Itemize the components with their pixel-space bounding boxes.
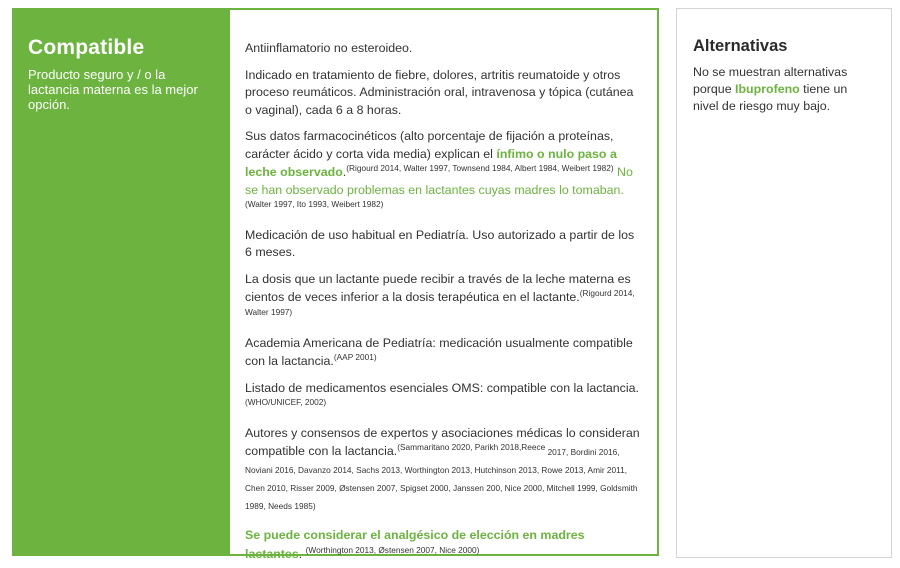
pk-observation-references: (Walter 1997, Ito 1993, Weibert 1982) — [245, 199, 384, 210]
paragraph-aap — [245, 335, 643, 371]
pk-references: (Rigourd 2014, Walter 1997, Townsend 1984, Albert 1984, Weibert 1982) — [346, 163, 614, 173]
pk-highlight: ínfimo o nulo paso a leche observado — [245, 146, 617, 180]
alternatives-text — [693, 64, 876, 115]
aap-reference: (AAP 2001) — [333, 352, 377, 362]
conclusion-highlight: Se puede considerar el analgésico de elección en madres lactantes — [245, 528, 585, 561]
consensus-text: Autores y consensos de expertos y asociaciones médicas lo consideran compatible con la lactancia. — [245, 425, 640, 459]
alternatives-text-after: tiene un nivel de riesgo muy bajo. — [693, 82, 848, 113]
aap-text: Academia Americana de Pediatría: medicación usualmente compatible con la lactancia. — [245, 335, 633, 369]
risk-level-title: Compatible — [28, 36, 145, 59]
paragraph-dose — [245, 271, 643, 326]
risk-level-panel — [14, 10, 230, 554]
dose-references: (Rigourd 2014, Walter 1997) — [245, 288, 635, 317]
dose-text: La dosis que un lactante puede recibir a través de la leche materna es cientos de veces inferior a la dosis terapéutica en el lactante. — [245, 271, 631, 305]
pk-period: . — [342, 165, 347, 180]
who-text: Listado de medicamentos esenciales OMS: compatible con la lactancia. — [245, 380, 639, 395]
paragraph-indications: Indicado en tratamiento de fiebre, dolores, artritis reumatoide y otros proceso reumáticos. Administración oral, intravenosa y tópica (cutánea o vaginal), cada 6 a 8 horas. — [245, 67, 634, 117]
alternatives-text-before: No se muestran alternativas porque — [693, 65, 848, 96]
consensus-references: 2017, Bordini 2016, Noviani 2016, Davanzo 2014, Sachs 2013, Worthington 2013, Hutchinson 2013, Rowe 2013, Amir 2011, Chen 2010, Risser 2009, Østensen 2007, Spigset 2000, Janssen 200, Nice 2000, Mitchell 1999, Goldsmith 1989, Needs 1985) — [245, 447, 638, 512]
consensus-references-start: (Sammaritano 2020, Parikh 2018,Reece — [397, 442, 546, 453]
pk-observation: No se han observado problemas en lactantes cuyas madres lo tomaban. — [245, 165, 633, 197]
paragraph-consensus — [245, 425, 643, 516]
alternatives-panel — [676, 8, 892, 558]
paragraph-pharmacokinetics — [245, 128, 643, 218]
paragraph-pediatrics: Medicación de uso habitual en Pediatría. Uso autorizado a partir de los 6 meses. — [245, 227, 635, 260]
drug-details — [230, 10, 657, 561]
paragraph-who — [245, 380, 643, 416]
paragraph-description: Antiinflamatorio no esteroideo. — [245, 41, 413, 55]
conclusion-references: (Worthington 2013, Østensen 2007, Nice 2000) — [305, 544, 480, 555]
pk-text: Sus datos farmacocinéticos (alto porcentaje de fijación a proteínas, carácter ácido y corta vida media) explican el — [245, 129, 614, 161]
risk-card — [12, 8, 659, 561]
alternatives-title: Alternativas — [693, 37, 788, 55]
ibuprofeno-link[interactable]: Ibuprofeno — [735, 82, 800, 96]
who-reference: (WHO/UNICEF, 2002) — [245, 397, 327, 408]
conclusion-period: . — [298, 547, 306, 561]
paragraph-conclusion — [245, 527, 643, 563]
risk-level-description: Producto seguro y / o la lactancia materna es la mejor opción. — [28, 67, 198, 112]
